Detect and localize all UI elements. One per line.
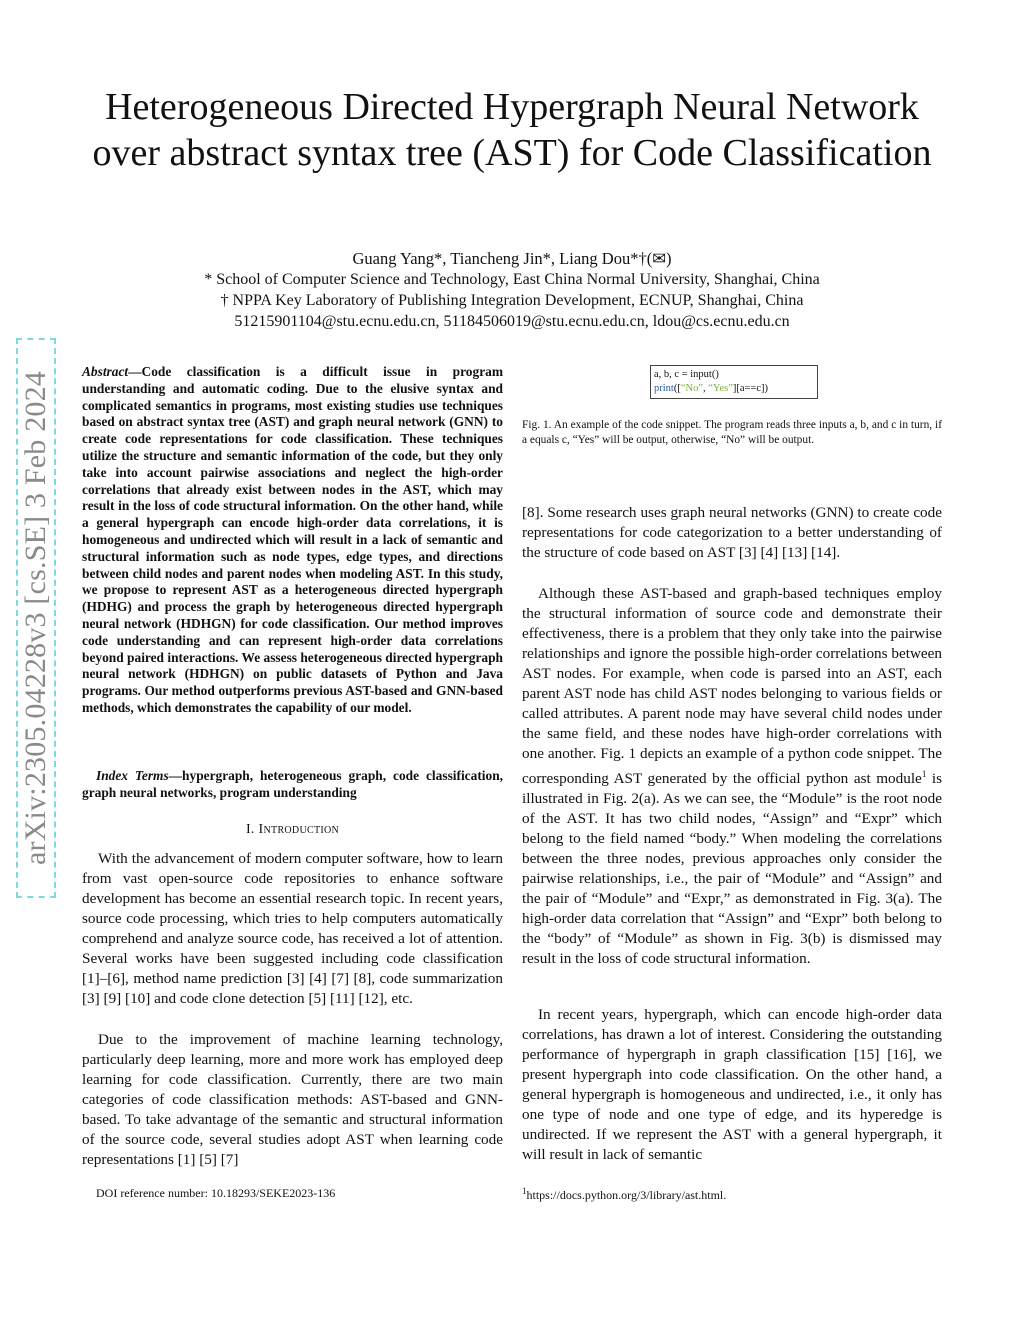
- intro-paragraph-1: With the advancement of modern computer software, how to learn from vast open-source code repositories to enhance software development has become an essential research topic. In recent years, source code processing, which tries to help computers automatically comprehend and analyze source code, has received a lot of attention. Several works have been suggested including code classification [1]–[6], method name prediction [3] [4] [7] [8], code summarization [3] [9] [10] and code clone detection [5] [11] [12], etc.: [82, 850, 503, 1007]
- section-number: I.: [245, 822, 255, 837]
- right-paragraph-2: Although these AST-based and graph-based techniques employ the structural information of source code and demonstrate their effectiveness, there is a problem that they only take into the pairwise relationships and ignore the possible high-order correlations between AST nodes. For example, when code is parsed into an AST, each parent AST node has child AST nodes belonging to various fields or called attributes. A parent node may have several child nodes under the same field, and these nodes have high-order correlations with one another. Fig. 1 depicts an example of a python code snippet. The corresponding AST generated by the official python ast module$^1$ is illustrated in Fig. 2(a). As we can see, the “Module” is the root node of the AST. It has two child nodes, “Assign” and “Expr” which belong to the field named “body.” When modeling the correlations between the three nodes, previous approaches only consider the pairwise relationships, i.e., the pair of “Module” and “Assign” and the pair of “Module” and “Expr,” as demonstrated in Fig. 3(a). The high-order data correlation that “Assign” and “Expr” both belong to the “body” of “Module” as shown in Fig. 3(b) is dismissed may result in the loss of code structural information.: [522, 585, 942, 968]
- figure-1-code-snippet: [650, 365, 818, 399]
- code-line-2: print([“No”, “Yes”][a==c]): [654, 383, 769, 394]
- author-emails: 51215901104@stu.ecnu.edu.cn, 51184506019@stu.ecnu.edu.cn, ldou@cs.ecnu.edu.cn: [234, 313, 790, 330]
- code-line-1: a, b, c = input(): [654, 369, 719, 380]
- abstract-label: Abstract: [82, 364, 129, 379]
- index-terms-label: Index Terms: [96, 768, 169, 783]
- abstract-text: —Code classification is a difficult issue in program understanding and automatic coding. Due to the elusive syntax and complicated semantics in programs, most existing studies use techniques based on abstract syntax tree (AST) and graph neural network (GNN) to create code representations for code classification. These techniques utilize the structure and semantic information of the code, but they only take into account pairwise associations and neglect the high-order correlations that already exist between nodes in the AST, which may result in the loss of code structural information. On the other hand, while a general hypergraph can encode high-order data correlations, it is homogeneous and undirected which will result in a lack of semantic and structural information such as node types, edge types, and directions between child nodes and parent nodes when modeling AST. In this study, we propose to represent AST as a heterogeneous directed hypergraph (HDHG) and process the graph by heterogeneous directed hypergraph neural network (HDHGN) for code classification. Our method improves code understanding and can represent high-order data correlations beyond paired interactions. We assess heterogeneous directed hypergraph neural network (HDHGN) on public datasets of Python and Java programs. Our method outperforms previous AST-based and GNN-based methods, which demonstrates the capability of our model.: [82, 364, 503, 715]
- section-title: Introduction: [258, 822, 340, 837]
- affiliation-1: * School of Computer Science and Technology, East China Normal University, Shanghai, China: [204, 271, 820, 288]
- figure-1-caption: Fig. 1. An example of the code snippet. The program reads three inputs a, b, and c in turn, if a equals c, “Yes” will be output, otherwise, “No” will be output.: [522, 419, 942, 446]
- abstract: [82, 364, 503, 717]
- arxiv-identifier: arXiv:2305.04228v3 [cs.SE] 3 Feb 2024: [19, 370, 52, 866]
- footnote-ref: 1: [921, 769, 927, 779]
- index-terms-text: —hypergraph, heterogeneous graph, code classification, graph neural networks, program understanding: [82, 768, 503, 800]
- right-paragraph-3: In recent years, hypergraph, which can encode high-order data correlations, has drawn a lot of interest. Considering the outstanding performance of hypergraph in graph classification [15] [16], we present hypergraph into code classification. On the other hand, a general hypergraph is homogeneous and undirected, i.e., it only has one type of node and one type of edge, and its hyperedge is undirected. If we represent the AST with a general hypergraph, it will result in lack of semantic: [522, 1006, 942, 1163]
- paper-title: Heterogeneous Directed Hypergraph Neural Network over abstract syntax tree (AST) for Code Classification: [92, 86, 932, 174]
- arxiv-watermark: [16, 338, 56, 898]
- section-heading: [82, 822, 503, 838]
- intro-paragraph-2: Due to the improvement of machine learning technology, particularly deep learning, more and more work has employed deep learning for code classification. Currently, there are two main categories of code classification methods: AST-based and GNN-based. To take advantage of the semantic and structural information of the source code, several studies adopt AST when learning code representations [1] [5] [7]: [82, 1031, 503, 1168]
- author-names: Guang Yang*, Tiancheng Jin*, Liang Dou*†(✉): [352, 249, 672, 268]
- affiliation-2: † NPPA Key Laboratory of Publishing Integration Development, ECNUP, Shanghai, China: [220, 292, 804, 309]
- url-footnote: $^1$https://docs.python.org/3/library/ast.html.: [522, 1186, 727, 1202]
- index-terms: [82, 768, 503, 802]
- doi-footnote: DOI reference number: 10.18293/SEKE2023-136: [96, 1186, 336, 1200]
- footnote-link[interactable]: https://docs.python.org/3/library/ast.html.: [526, 1188, 727, 1202]
- author-block: [100, 248, 924, 332]
- right-paragraph-1: [8]. Some research uses graph neural networks (GNN) to create code representations for code categorization to a better understanding of the structure of code based on AST [3] [4] [13] [14].: [522, 504, 942, 561]
